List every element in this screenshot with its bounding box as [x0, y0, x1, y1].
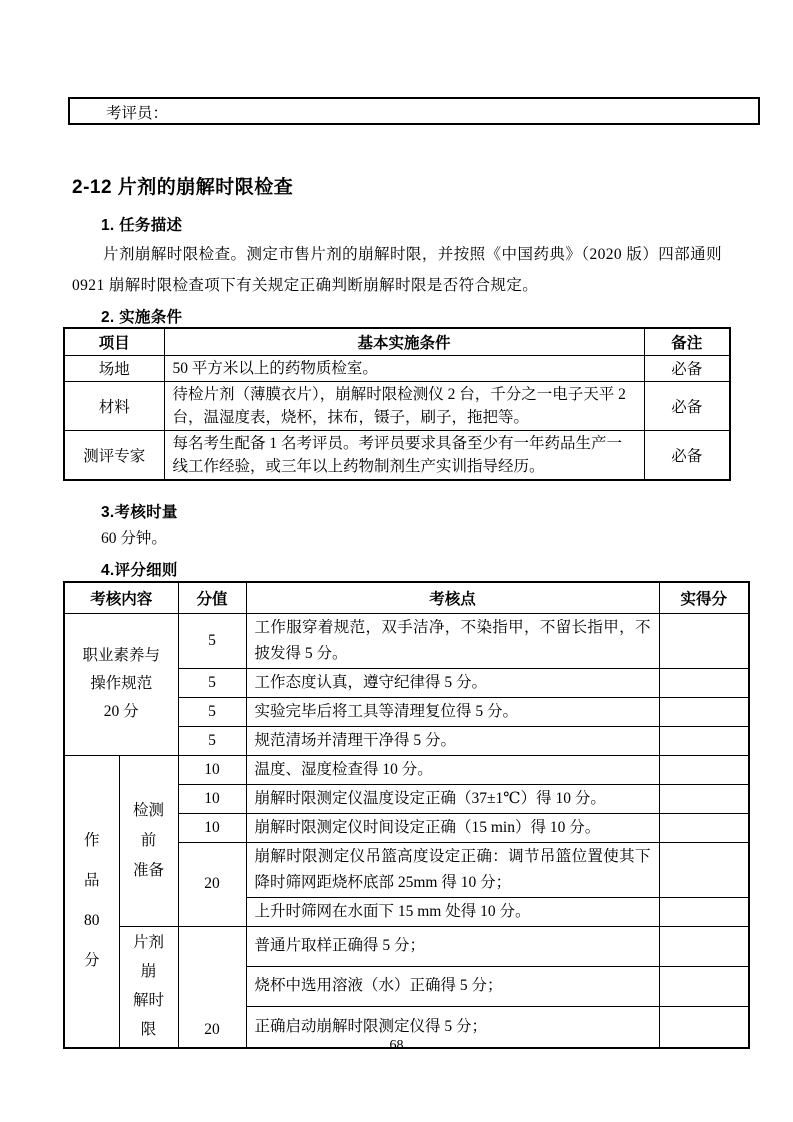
- table-row: [64, 755, 749, 784]
- item-cell: 测评专家: [64, 430, 164, 480]
- group-label-professional-conduct: 职业素养与 操作规范 20 分: [64, 613, 178, 755]
- score-cell: 10: [178, 813, 246, 842]
- table-row: [64, 381, 730, 430]
- score-cell: 20: [178, 926, 246, 1048]
- earned-score-cell: [659, 966, 749, 1006]
- point-cell: 温度、湿度检查得 10 分。: [246, 755, 659, 784]
- page-number: 68: [389, 1038, 404, 1053]
- table-header-row: [64, 582, 749, 613]
- condition-cell: 50 平方米以上的药物质检室。: [164, 355, 644, 381]
- note-cell: 必备: [644, 381, 730, 430]
- note-cell: 必备: [644, 355, 730, 381]
- header-score-value: 分值: [178, 582, 246, 613]
- score-cell: 5: [178, 668, 246, 697]
- section-heading-duration: 3.考核时量: [101, 504, 178, 521]
- scoring-table: [63, 581, 750, 1049]
- point-cell: 崩解时限测定仪吊篮高度设定正确：调节吊篮位置使其下降时筛网距烧杯底部 25mm 得 10 分；: [246, 842, 659, 897]
- header-content: 考核内容: [64, 582, 178, 613]
- score-cell: 10: [178, 784, 246, 813]
- section-heading-task: 1. 任务描述: [101, 217, 183, 234]
- point-cell: 工作服穿着规范，双手洁净，不染指甲，不留长指甲，不披发得 5 分。: [246, 613, 659, 668]
- header-item: 项目: [64, 328, 164, 355]
- earned-score-cell: [659, 755, 749, 784]
- item-cell: 材料: [64, 381, 164, 430]
- condition-cell: 待检片剂（薄膜衣片），崩解时限检测仪 2 台，千分之一电子天平 2 台，温湿度表，烧杯，抹布，镊子，刷子，拖把等。: [164, 381, 644, 430]
- duration-text: 60 分钟。: [101, 530, 167, 547]
- earned-score-cell: [659, 784, 749, 813]
- score-cell: 5: [178, 697, 246, 726]
- earned-score-cell: [659, 813, 749, 842]
- subgroup-label-pre-test-preparation: 检测前 准备: [119, 755, 178, 926]
- table-row: [64, 430, 730, 480]
- score-cell: 10: [178, 755, 246, 784]
- section-heading-scoring: 4.评分细则: [101, 562, 178, 579]
- conditions-table: [63, 327, 731, 481]
- point-cell: 正确启动崩解时限测定仪得 5 分；: [246, 1007, 659, 1048]
- point-cell: 规范清场并清理干净得 5 分。: [246, 726, 659, 755]
- earned-score-cell: [659, 926, 749, 966]
- header-basic-conditions: 基本实施条件: [164, 328, 644, 355]
- examiner-box: [68, 97, 760, 125]
- earned-score-cell: [659, 613, 749, 668]
- condition-cell: 每名考生配备 1 名考评员。考评员要求具备至少有一年药品生产一线工作经验，或三年以上药物制剂生产实训指导经历。: [164, 430, 644, 480]
- header-earned-score: 实得分: [659, 582, 749, 613]
- group-label-work: 作 品 80 分: [64, 755, 119, 1048]
- table-row: [64, 613, 749, 668]
- table-header-row: [64, 328, 730, 355]
- earned-score-cell: [659, 668, 749, 697]
- note-cell: 必备: [644, 430, 730, 480]
- section-heading-conditions: 2. 实施条件: [101, 309, 183, 326]
- table-row: [64, 926, 749, 966]
- score-cell: 20: [178, 842, 246, 926]
- score-cell: 5: [178, 726, 246, 755]
- examiner-label: 考评员：: [106, 105, 169, 122]
- point-cell: 工作态度认真，遵守纪律得 5 分。: [246, 668, 659, 697]
- header-assessment-point: 考核点: [246, 582, 659, 613]
- page-title: 2-12 片剂的崩解时限检查: [72, 177, 294, 198]
- earned-score-cell: [659, 842, 749, 897]
- item-cell: 场地: [64, 355, 164, 381]
- header-note: 备注: [644, 328, 730, 355]
- point-cell: 上升时筛网在水面下 15 mm 处得 10 分。: [246, 897, 659, 926]
- earned-score-cell: [659, 897, 749, 926]
- subgroup-label-tablet-disintegration: 片剂崩 解时限: [119, 926, 178, 1048]
- score-cell: 5: [178, 613, 246, 668]
- point-cell: 崩解时限测定仪温度设定正确（37±1℃）得 10 分。: [246, 784, 659, 813]
- point-cell: 实验完毕后将工具等清理复位得 5 分。: [246, 697, 659, 726]
- table-row: [64, 355, 730, 381]
- point-cell: 崩解时限测定仪时间设定正确（15 min）得 10 分。: [246, 813, 659, 842]
- point-cell: 普通片取样正确得 5 分；: [246, 926, 659, 966]
- earned-score-cell: [659, 697, 749, 726]
- earned-score-cell: [659, 726, 749, 755]
- task-description-paragraph: 片剂崩解时限检查。测定市售片剂的崩解时限，并按照《中国药典》（2020 版）四部通则 0921 崩解时限检查项下有关规定正确判断崩解时限是否符合规定。: [72, 246, 722, 294]
- point-cell: 烧杯中选用溶液（水）正确得 5 分；: [246, 966, 659, 1006]
